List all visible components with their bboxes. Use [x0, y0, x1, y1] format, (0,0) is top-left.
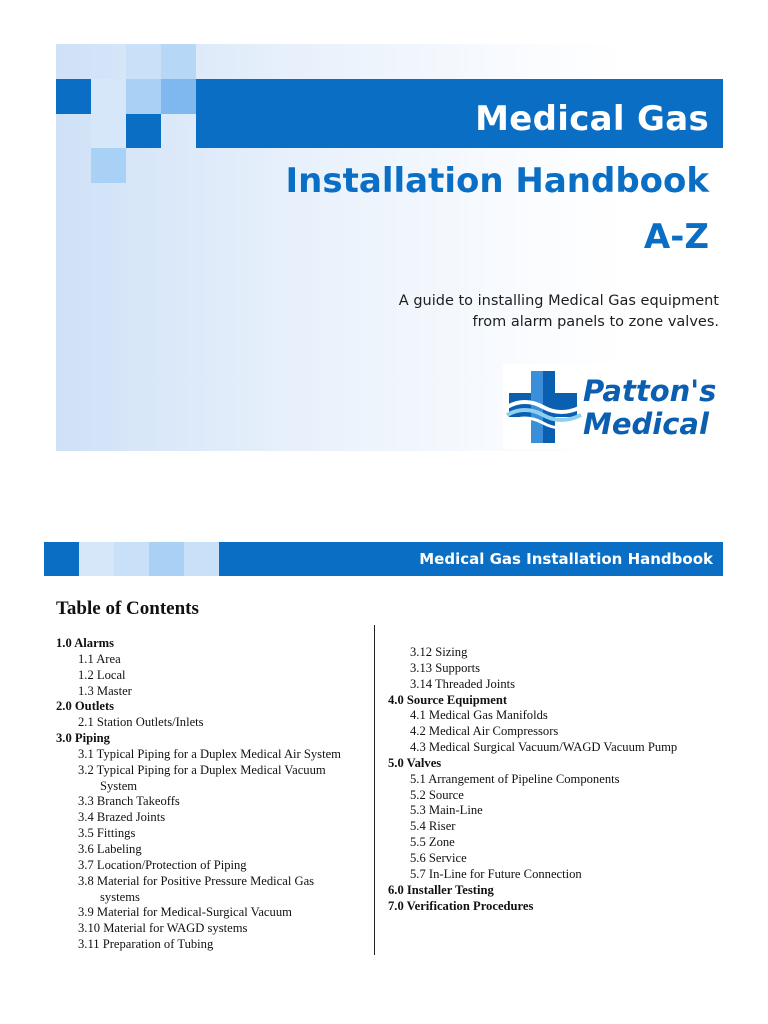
cover-subtitle	[399, 291, 719, 333]
toc-subsection-entry[interactable]	[388, 835, 728, 851]
toc-subsection-entry[interactable]	[56, 921, 376, 937]
logo-wordmark	[583, 375, 716, 441]
toc-entry-label: 5.3 Main-Line	[410, 803, 483, 818]
toc-subsection-entry[interactable]	[56, 747, 376, 763]
toc-entry-label: 3.9 Material for Medical-Surgical Vacuum	[78, 905, 292, 920]
toc-section-entry[interactable]	[388, 883, 728, 899]
toc-subsection-entry[interactable]	[56, 874, 376, 906]
cover-subtitle-line1: A guide to installing Medical Gas equipment	[398, 293, 719, 309]
page-header-bar	[44, 542, 723, 576]
toc-entry-label: 1.1 Area	[78, 651, 121, 666]
toc-subsection-entry[interactable]	[388, 645, 728, 661]
toc-subsection-entry[interactable]	[56, 858, 376, 874]
toc-section-entry[interactable]	[388, 693, 728, 709]
decor-square	[161, 79, 196, 114]
toc-subsection-entry[interactable]	[388, 803, 728, 819]
toc-subsection-entry[interactable]	[388, 788, 728, 804]
toc-entry-label: 5.2 Source	[410, 787, 464, 802]
decor-square	[114, 542, 149, 576]
toc-entry-label: 4.3 Medical Surgical Vacuum/WAGD Vacuum Pump	[410, 740, 678, 755]
toc-entry-continuation: System	[100, 778, 138, 793]
toc-entry-label: 5.5 Zone	[410, 835, 455, 850]
toc-entry-label: 2.0 Outlets	[56, 699, 115, 714]
toc-section-entry[interactable]	[56, 699, 376, 715]
toc-section-entry[interactable]	[56, 636, 376, 652]
decor-square	[126, 114, 161, 148]
toc-right-column	[388, 645, 728, 914]
toc-entry-continuation: systems	[100, 889, 140, 904]
toc-entry-label: 3.4 Brazed Joints	[78, 810, 166, 825]
cover-subtitle-line2: from alarm panels to zone valves.	[472, 314, 719, 330]
toc-entry-label: 7.0 Verification Procedures	[388, 898, 534, 913]
toc-entry-label: 6.0 Installer Testing	[388, 882, 494, 897]
toc-entry-label: 5.0 Valves	[388, 755, 442, 770]
toc-entry-label: 3.2 Typical Piping for a Duplex Medical Vacuum	[78, 762, 326, 777]
decor-square	[79, 542, 114, 576]
toc-entry-label: 3.0 Piping	[56, 731, 110, 746]
toc-entry-label: 3.13 Supports	[410, 660, 480, 675]
toc-entry-label: 3.7 Location/Protection of Piping	[78, 857, 247, 872]
toc-subsection-entry[interactable]	[388, 851, 728, 867]
toc-entry-label: 3.5 Fittings	[78, 826, 136, 841]
toc-entry-label: 4.1 Medical Gas Manifolds	[410, 708, 548, 723]
toc-entry-label: 5.6 Service	[410, 850, 467, 865]
toc-subsection-entry[interactable]	[56, 842, 376, 858]
toc-section-entry[interactable]	[388, 899, 728, 915]
toc-entry-label: 1.0 Alarms	[56, 636, 115, 650]
toc-entry-label: 3.14 Threaded Joints	[410, 676, 516, 691]
toc-subsection-entry[interactable]	[388, 708, 728, 724]
cover-title-line1: Medical Gas	[475, 99, 709, 139]
decor-square	[126, 79, 161, 114]
toc-entry-label: 3.12 Sizing	[410, 645, 468, 659]
toc-heading: Table of Contents	[56, 598, 199, 619]
toc-entry-label: 3.6 Labeling	[78, 841, 142, 856]
toc-subsection-entry[interactable]	[56, 652, 376, 668]
logo-line2: Medical	[583, 407, 709, 441]
toc-subsection-entry[interactable]	[388, 819, 728, 835]
toc-entry-label: 1.3 Master	[78, 683, 132, 698]
toc-subsection-entry[interactable]	[388, 740, 728, 756]
decor-square	[91, 114, 126, 148]
decor-square	[91, 79, 126, 114]
toc-entry-label: 3.10 Material for WAGD systems	[78, 921, 248, 936]
decor-square	[56, 79, 91, 114]
toc-entry-label: 4.0 Source Equipment	[388, 692, 508, 707]
pattons-medical-logo	[503, 364, 723, 449]
toc-entry-label: 1.2 Local	[78, 667, 126, 682]
toc-subsection-entry[interactable]	[388, 772, 728, 788]
logo-line1: Patton's	[583, 374, 717, 408]
toc-subsection-entry[interactable]	[388, 867, 728, 883]
cover-title-line3: A-Z	[643, 217, 709, 257]
toc-left-column	[56, 636, 376, 953]
toc-entry-label: 3.11 Preparation of Tubing	[78, 937, 214, 952]
medical-cross-icon	[505, 367, 583, 447]
decor-square	[44, 542, 79, 576]
toc-subsection-entry[interactable]	[56, 810, 376, 826]
decor-square	[91, 148, 126, 183]
header-title: Medical Gas Installation Handbook	[419, 550, 713, 568]
toc-subsection-entry[interactable]	[56, 684, 376, 700]
decor-square	[184, 542, 219, 576]
toc-subsection-entry[interactable]	[388, 724, 728, 740]
toc-subsection-entry[interactable]	[56, 715, 376, 731]
toc-subsection-entry[interactable]	[56, 668, 376, 684]
toc-subsection-entry[interactable]	[388, 661, 728, 677]
toc-entry-label: 3.1 Typical Piping for a Duplex Medical Air System	[78, 746, 341, 761]
toc-subsection-entry[interactable]	[56, 763, 376, 795]
toc-entry-label: 4.2 Medical Air Compressors	[410, 724, 559, 739]
toc-entry-label: 2.1 Station Outlets/Inlets	[78, 715, 204, 730]
toc-entry-label: 5.7 In-Line for Future Connection	[410, 866, 582, 881]
toc-subsection-entry[interactable]	[388, 677, 728, 693]
decor-square	[149, 542, 184, 576]
cover-title-line2: Installation Handbook	[285, 161, 709, 201]
toc-entry-label: 3.3 Branch Takeoffs	[78, 794, 180, 809]
cover-page	[56, 44, 723, 451]
toc-subsection-entry[interactable]	[56, 794, 376, 810]
toc-subsection-entry[interactable]	[56, 905, 376, 921]
toc-entry-label: 5.1 Arrangement of Pipeline Components	[410, 771, 620, 786]
toc-subsection-entry[interactable]	[56, 937, 376, 953]
toc-subsection-entry[interactable]	[56, 826, 376, 842]
toc-entry-label: 5.4 Riser	[410, 819, 456, 834]
decor-square	[161, 44, 196, 79]
toc-section-entry[interactable]	[388, 756, 728, 772]
toc-entry-label: 3.8 Material for Positive Pressure Medical Gas	[78, 873, 315, 888]
toc-section-entry[interactable]	[56, 731, 376, 747]
